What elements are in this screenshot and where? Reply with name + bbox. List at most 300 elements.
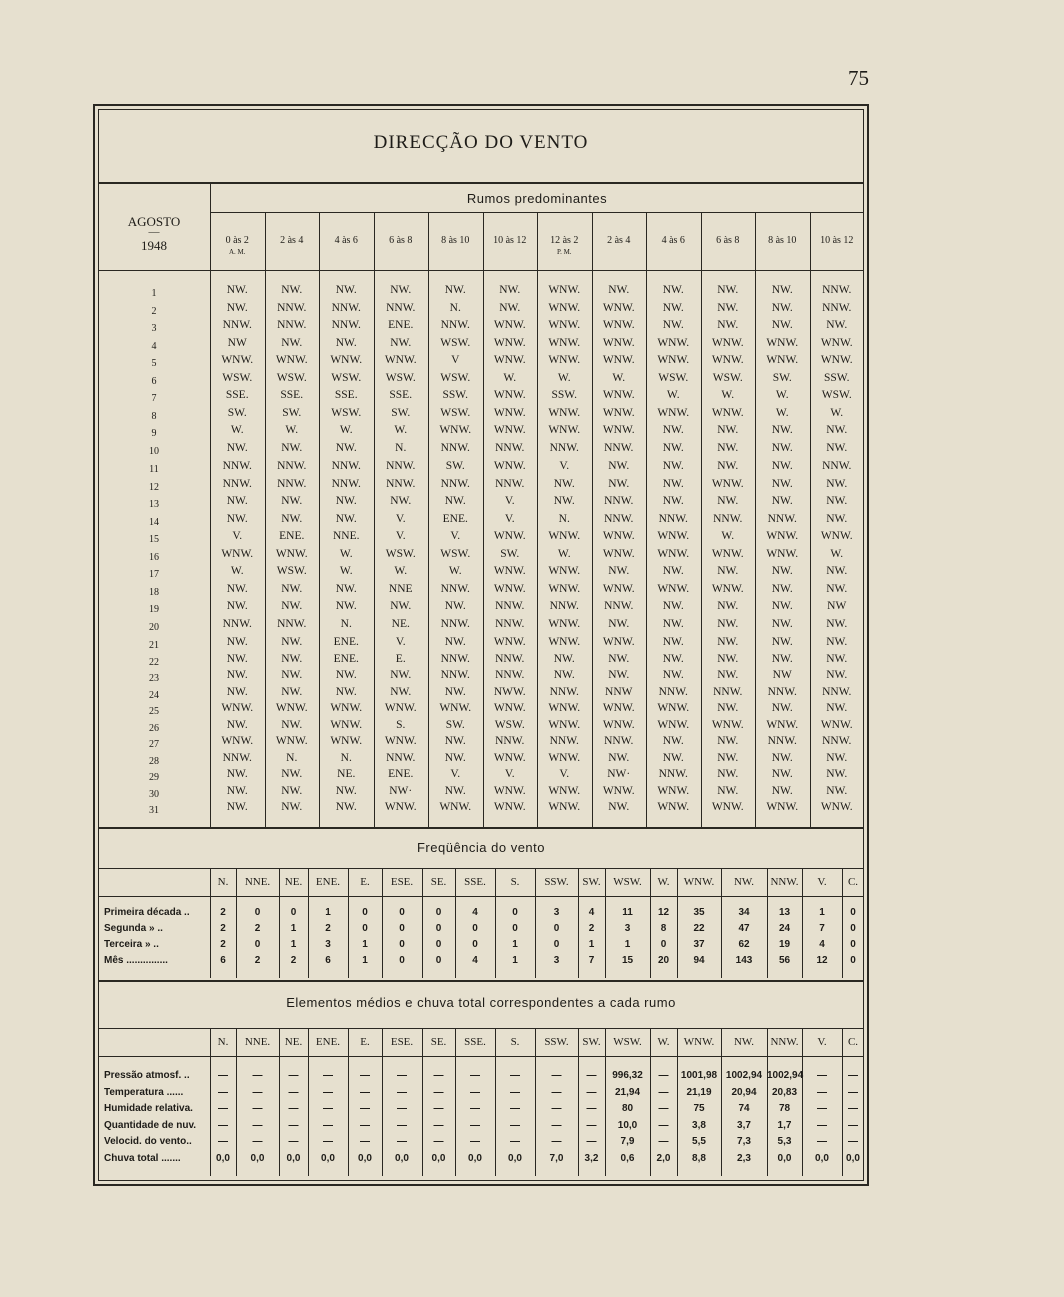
direction-cell: NNW bbox=[605, 685, 633, 698]
value-cell: — bbox=[433, 1119, 444, 1131]
value-cell: 3 bbox=[553, 907, 560, 918]
value-cell: — bbox=[323, 1070, 333, 1081]
direction-cell: NW. bbox=[771, 495, 793, 507]
direction-cell: NW. bbox=[826, 565, 848, 577]
day-number: 4 bbox=[151, 340, 157, 352]
value-cell: — bbox=[218, 1086, 228, 1098]
value-cell: 2 bbox=[290, 955, 297, 966]
direction-cell: NW. bbox=[335, 669, 357, 681]
direction-cell: NW. bbox=[662, 617, 684, 630]
direction-cell: NW. bbox=[281, 636, 303, 648]
direction-cell: NNW. bbox=[222, 319, 252, 331]
value-cell: 0 bbox=[254, 939, 261, 950]
value-cell: — bbox=[658, 1086, 669, 1098]
value-cell: — bbox=[510, 1119, 520, 1131]
value-cell: — bbox=[510, 1070, 520, 1081]
direction-cell: WNW. bbox=[493, 424, 526, 436]
direction-cell: WNW. bbox=[493, 565, 526, 577]
direction-cell: NW. bbox=[771, 284, 793, 296]
period-label: 2 às 4 bbox=[607, 235, 631, 246]
direction-cell: WNW. bbox=[766, 718, 799, 731]
direction-cell: WNW. bbox=[657, 702, 690, 714]
direction-cell: NNW. bbox=[440, 441, 470, 454]
direction-cell: NW. bbox=[390, 685, 412, 698]
direction-cell: N. bbox=[340, 617, 352, 630]
direction-cell: WNW. bbox=[820, 336, 853, 349]
direction-cell: NW. bbox=[717, 301, 739, 314]
value-cell: 0,6 bbox=[620, 1152, 635, 1164]
value-cell: — bbox=[470, 1103, 480, 1114]
direction-cell: WNW. bbox=[275, 735, 308, 747]
value-cell: 0,0 bbox=[250, 1152, 265, 1164]
direction-cell: NW. bbox=[717, 319, 739, 331]
direction-cell: V. bbox=[504, 512, 515, 525]
value-cell: 20 bbox=[657, 955, 670, 966]
value-cell: — bbox=[470, 1136, 480, 1147]
value-cell: — bbox=[218, 1103, 228, 1114]
direction-cell: NW. bbox=[608, 652, 630, 665]
row-label: Humidade relativa. bbox=[104, 1103, 193, 1114]
direction-cell: NW. bbox=[226, 784, 248, 797]
direction-cell: NW. bbox=[553, 652, 575, 665]
direction-cell: W. bbox=[557, 371, 571, 384]
direction-cell: WSW. bbox=[712, 371, 743, 384]
day-number: 7 bbox=[151, 393, 157, 404]
direction-cell: W. bbox=[612, 371, 626, 384]
direction-cell: NW. bbox=[662, 284, 684, 296]
direction-cell: NW. bbox=[390, 284, 412, 296]
value-cell: — bbox=[586, 1119, 597, 1131]
column-header: NNW. bbox=[770, 1036, 799, 1048]
direction-cell: WNW. bbox=[820, 530, 853, 542]
direction-cell: NW. bbox=[662, 495, 684, 507]
direction-cell: WNW. bbox=[221, 702, 254, 714]
direction-cell: NW. bbox=[826, 495, 848, 507]
column-header: SSE. bbox=[464, 876, 486, 888]
direction-cell: WNW. bbox=[711, 406, 744, 419]
direction-cell: NW. bbox=[662, 477, 684, 490]
value-cell: — bbox=[360, 1103, 370, 1114]
value-cell: 37 bbox=[693, 939, 705, 950]
direction-cell: NNW. bbox=[713, 512, 743, 525]
direction-cell: NNW. bbox=[440, 617, 470, 630]
value-cell: 0,0 bbox=[286, 1152, 301, 1164]
value-cell: — bbox=[586, 1070, 597, 1081]
day-number: 20 bbox=[149, 621, 159, 633]
day-number: 26 bbox=[149, 722, 159, 734]
value-cell: 2 bbox=[220, 907, 226, 918]
direction-cell: W. bbox=[339, 547, 353, 560]
day-number: 10 bbox=[149, 445, 159, 457]
period-sublabel: P. M. bbox=[556, 248, 572, 256]
direction-cell: NW. bbox=[226, 495, 248, 507]
day-number: 2 bbox=[151, 305, 157, 317]
column-header: NW. bbox=[733, 1036, 755, 1048]
value-cell: 7,0 bbox=[549, 1152, 564, 1164]
value-cell: 75 bbox=[693, 1103, 705, 1114]
direction-cell: NW. bbox=[771, 565, 793, 577]
value-cell: 13 bbox=[778, 907, 791, 918]
direction-cell: WNW. bbox=[711, 336, 744, 349]
column-header: C. bbox=[847, 1036, 859, 1048]
direction-cell: W. bbox=[339, 565, 353, 577]
direction-cell: NW. bbox=[608, 565, 630, 577]
value-cell: 0 bbox=[399, 955, 405, 966]
direction-cell: NW. bbox=[662, 600, 684, 612]
direction-cell: WNW. bbox=[384, 735, 417, 747]
direction-cell: WNW. bbox=[548, 784, 581, 797]
value-cell: — bbox=[360, 1086, 370, 1098]
direction-cell: N. bbox=[395, 441, 407, 454]
value-cell: — bbox=[551, 1119, 562, 1131]
day-number: 17 bbox=[149, 569, 159, 580]
value-cell: — bbox=[360, 1119, 370, 1131]
period-label: 10 às 12 bbox=[493, 235, 527, 246]
direction-cell: NW. bbox=[717, 768, 739, 780]
value-cell: — bbox=[817, 1086, 827, 1098]
direction-cell: WNW. bbox=[330, 354, 363, 366]
table-rule bbox=[98, 868, 864, 869]
direction-cell: WNW. bbox=[602, 319, 635, 331]
value-cell: — bbox=[586, 1136, 597, 1147]
direction-cell: NW. bbox=[390, 495, 412, 507]
direction-cell: WSW. bbox=[276, 565, 307, 577]
value-cell: 80 bbox=[621, 1103, 634, 1114]
value-cell: — bbox=[586, 1086, 597, 1098]
value-cell: 11 bbox=[622, 907, 633, 918]
day-number: 6 bbox=[151, 375, 157, 387]
direction-cell: NW. bbox=[608, 669, 630, 681]
direction-cell: NW. bbox=[662, 441, 684, 454]
value-cell: 5,3 bbox=[777, 1136, 792, 1147]
direction-cell: WNW. bbox=[548, 617, 581, 630]
value-cell: 3 bbox=[553, 955, 560, 966]
row-label: Pressão atmosf. .. bbox=[104, 1070, 190, 1081]
value-cell: 0 bbox=[472, 923, 478, 934]
direction-cell: NW. bbox=[281, 512, 303, 525]
value-cell: 20,83 bbox=[771, 1086, 798, 1098]
direction-cell: NW. bbox=[226, 301, 248, 314]
value-cell: — bbox=[288, 1103, 299, 1114]
column-header: NNE. bbox=[244, 876, 271, 888]
direction-cell: SW. bbox=[391, 406, 411, 419]
direction-cell: NW. bbox=[335, 600, 357, 612]
direction-cell: NW. bbox=[662, 460, 684, 472]
direction-cell: NW. bbox=[662, 565, 684, 577]
direction-cell: NW. bbox=[444, 284, 466, 296]
direction-cell: NW. bbox=[717, 751, 739, 764]
value-cell: 1 bbox=[624, 939, 631, 950]
value-cell: 0 bbox=[553, 923, 560, 934]
column-header: NNE. bbox=[244, 1036, 271, 1048]
direction-cell: NW. bbox=[662, 301, 684, 314]
direction-cell: NW. bbox=[335, 495, 357, 507]
value-cell: — bbox=[288, 1070, 299, 1081]
direction-cell: WNW. bbox=[493, 751, 526, 764]
value-cell: — bbox=[658, 1070, 669, 1081]
direction-cell: WNW. bbox=[493, 336, 526, 349]
direction-cell: S. bbox=[396, 718, 406, 731]
value-cell: 34 bbox=[738, 907, 750, 918]
direction-cell: NW. bbox=[335, 685, 357, 698]
value-cell: — bbox=[397, 1136, 407, 1147]
direction-cell: W. bbox=[775, 406, 789, 419]
value-cell: 1002,94 bbox=[767, 1070, 804, 1081]
direction-cell: WNW. bbox=[602, 530, 635, 542]
value-cell: 1 bbox=[819, 907, 825, 918]
direction-cell: WNW. bbox=[711, 477, 744, 490]
direction-cell: W. bbox=[394, 424, 408, 436]
value-cell: 0,0 bbox=[321, 1152, 335, 1164]
column-header: E. bbox=[360, 876, 370, 888]
direction-cell: SW. bbox=[445, 718, 465, 731]
direction-cell: WNW. bbox=[602, 389, 635, 401]
value-cell: 1 bbox=[512, 939, 518, 950]
direction-cell: NW. bbox=[499, 301, 521, 314]
direction-cell: NW. bbox=[771, 301, 793, 314]
value-cell: — bbox=[397, 1119, 407, 1131]
direction-cell: NW. bbox=[390, 669, 412, 681]
rule-period-header bbox=[98, 270, 864, 271]
direction-cell: NW. bbox=[771, 636, 793, 648]
value-cell: 74 bbox=[738, 1103, 750, 1114]
direction-cell: WNW. bbox=[711, 354, 744, 366]
direction-cell: W. bbox=[830, 547, 844, 560]
day-number: 5 bbox=[151, 358, 157, 369]
direction-cell: NNW. bbox=[549, 441, 579, 454]
direction-cell: WNW. bbox=[657, 784, 690, 797]
value-cell: — bbox=[433, 1103, 444, 1114]
direction-cell: NW. bbox=[826, 424, 848, 436]
direction-cell: WNW. bbox=[602, 702, 635, 714]
value-cell: — bbox=[288, 1086, 299, 1098]
value-cell: — bbox=[252, 1119, 263, 1131]
direction-cell: SW. bbox=[445, 460, 465, 472]
direction-cell: WNW. bbox=[548, 301, 581, 314]
day-number: 11 bbox=[149, 464, 159, 475]
period-label: 12 às 2 bbox=[550, 235, 579, 246]
direction-cell: NNW. bbox=[386, 460, 416, 472]
value-cell: 4 bbox=[588, 907, 595, 918]
value-cell: 1 bbox=[362, 939, 368, 950]
direction-cell: NW. bbox=[226, 685, 248, 698]
direction-cell: NW. bbox=[717, 284, 739, 296]
direction-cell: NW. bbox=[771, 652, 793, 665]
direction-cell: N. bbox=[286, 751, 298, 764]
direction-cell: NW. bbox=[444, 685, 466, 698]
direction-cell: NW bbox=[772, 669, 792, 681]
direction-cell: NNW. bbox=[222, 751, 252, 764]
direction-cell: WNW. bbox=[602, 406, 635, 419]
value-cell: 0 bbox=[435, 939, 442, 950]
value-cell: 7 bbox=[588, 955, 595, 966]
direction-cell: WNW. bbox=[221, 735, 254, 747]
value-cell: 6 bbox=[325, 955, 331, 966]
value-cell: 24 bbox=[778, 923, 791, 934]
value-cell: — bbox=[218, 1070, 228, 1081]
value-cell: 0,0 bbox=[777, 1152, 792, 1164]
value-cell: 7 bbox=[819, 923, 825, 934]
period-label: 10 às 12 bbox=[820, 235, 854, 246]
direction-cell: NNW. bbox=[495, 652, 525, 665]
value-cell: 35 bbox=[693, 907, 705, 918]
value-cell: 0,0 bbox=[395, 1152, 409, 1164]
direction-cell: E. bbox=[395, 652, 406, 665]
direction-cell: NW. bbox=[826, 636, 848, 648]
day-number: 29 bbox=[149, 772, 159, 783]
column-header: C. bbox=[847, 876, 859, 888]
column-header: ENE. bbox=[315, 876, 341, 888]
direction-cell: NNW. bbox=[822, 301, 852, 314]
direction-cell: WSW. bbox=[440, 336, 471, 349]
direction-cell: SW. bbox=[500, 547, 520, 560]
direction-cell: WNW. bbox=[493, 406, 526, 419]
direction-cell: WNW. bbox=[657, 582, 690, 595]
day-number: 16 bbox=[149, 551, 159, 563]
direction-cell: NNW. bbox=[495, 477, 525, 490]
direction-cell: V. bbox=[232, 530, 243, 542]
day-number: 25 bbox=[149, 706, 159, 717]
direction-cell: NW. bbox=[226, 441, 248, 454]
direction-cell: WSW. bbox=[385, 547, 416, 560]
direction-cell: NW. bbox=[226, 636, 248, 648]
value-cell: 0 bbox=[850, 939, 856, 950]
value-cell: 0,0 bbox=[508, 1152, 522, 1164]
direction-cell: NNW. bbox=[386, 477, 416, 490]
direction-cell: NW. bbox=[771, 319, 793, 331]
value-cell: 0 bbox=[553, 939, 560, 950]
direction-cell: NW bbox=[227, 336, 247, 349]
value-cell: 2,0 bbox=[656, 1152, 671, 1164]
day-number: 12 bbox=[149, 481, 159, 493]
direction-cell: WNW. bbox=[275, 702, 308, 714]
direction-cell: W. bbox=[230, 424, 244, 436]
direction-cell: NW. bbox=[226, 652, 248, 665]
column-header: NNW. bbox=[770, 876, 799, 888]
value-cell: — bbox=[360, 1136, 370, 1147]
direction-cell: W. bbox=[448, 565, 462, 577]
row-label: Velocid. do vento.. bbox=[104, 1136, 192, 1147]
value-cell: — bbox=[252, 1136, 263, 1147]
day-number: 24 bbox=[149, 689, 159, 701]
value-cell: 0 bbox=[850, 923, 856, 934]
direction-cell: NW. bbox=[717, 424, 739, 436]
value-cell: — bbox=[218, 1119, 228, 1131]
column-header: NW. bbox=[733, 876, 755, 888]
direction-cell: NW. bbox=[608, 617, 630, 630]
direction-cell: NW. bbox=[553, 669, 575, 681]
direction-cell: WNW. bbox=[493, 354, 526, 366]
direction-cell: WNW. bbox=[602, 424, 635, 436]
direction-cell: NNW. bbox=[604, 735, 634, 747]
direction-cell: SW. bbox=[772, 371, 792, 384]
direction-cell: NW. bbox=[281, 495, 303, 507]
direction-cell: NW. bbox=[281, 718, 303, 731]
direction-cell: WSW. bbox=[440, 371, 471, 384]
direction-cell: V. bbox=[504, 768, 515, 780]
direction-cell: NNW. bbox=[222, 477, 252, 490]
direction-cell: NNE bbox=[388, 582, 413, 595]
section-heading-rumos: Rumos predominantes bbox=[466, 191, 608, 206]
direction-cell: NNW. bbox=[277, 319, 307, 331]
column-header: V. bbox=[817, 876, 827, 888]
direction-cell: SW. bbox=[282, 406, 302, 419]
direction-cell: WNW. bbox=[766, 547, 799, 560]
direction-cell: WNW. bbox=[221, 354, 254, 366]
value-cell: — bbox=[470, 1070, 480, 1081]
direction-cell: NW. bbox=[771, 784, 793, 797]
value-cell: — bbox=[323, 1086, 333, 1098]
column-header: WNW. bbox=[683, 1036, 715, 1048]
direction-cell: SSW. bbox=[442, 389, 468, 401]
value-cell: 3,7 bbox=[737, 1119, 751, 1131]
column-header: E. bbox=[360, 1036, 370, 1048]
direction-cell: NW. bbox=[771, 441, 793, 454]
direction-cell: NW. bbox=[444, 495, 466, 507]
direction-cell: WNW. bbox=[602, 582, 635, 595]
column-header: V. bbox=[817, 1036, 827, 1048]
value-cell: 1 bbox=[325, 907, 331, 918]
direction-cell: NW. bbox=[226, 768, 248, 780]
direction-cell: WNW. bbox=[766, 354, 799, 366]
direction-cell: NNW. bbox=[277, 617, 307, 630]
direction-cell: WNW. bbox=[330, 718, 363, 731]
direction-cell: WNW. bbox=[221, 547, 254, 560]
page-number: 75 bbox=[848, 66, 869, 90]
direction-cell: WNW. bbox=[711, 718, 744, 731]
value-cell: 0 bbox=[850, 955, 856, 966]
direction-cell: WNW. bbox=[493, 460, 526, 472]
direction-cell: NW. bbox=[281, 768, 303, 780]
day-number: 21 bbox=[149, 640, 159, 651]
direction-cell: W. bbox=[830, 406, 844, 419]
direction-cell: NW. bbox=[608, 801, 630, 813]
value-cell: 0 bbox=[512, 923, 518, 934]
direction-cell: ENE. bbox=[333, 636, 359, 648]
direction-cell: NW. bbox=[226, 600, 248, 612]
value-cell: 1 bbox=[512, 955, 518, 966]
direction-cell: NW. bbox=[771, 600, 793, 612]
day-number: 30 bbox=[149, 788, 159, 800]
value-cell: — bbox=[551, 1103, 562, 1114]
page-title: DIRECÇÃO DO VENTO bbox=[373, 132, 589, 153]
column-header: SSE. bbox=[464, 1036, 486, 1048]
direction-cell: WNW. bbox=[548, 284, 581, 296]
direction-cell: NW. bbox=[826, 582, 848, 595]
direction-cell: V. bbox=[395, 512, 406, 525]
direction-cell: NW. bbox=[226, 669, 248, 681]
direction-cell: NW. bbox=[717, 652, 739, 665]
direction-cell: NW. bbox=[771, 751, 793, 764]
direction-cell: WSW. bbox=[494, 718, 525, 731]
direction-cell: NW· bbox=[389, 784, 413, 797]
direction-cell: NW. bbox=[553, 477, 575, 490]
period-label: 4 às 6 bbox=[334, 235, 358, 246]
value-cell: — bbox=[586, 1103, 597, 1114]
direction-cell: NNW. bbox=[658, 768, 688, 780]
direction-cell: NW. bbox=[335, 801, 357, 813]
direction-cell: NW. bbox=[390, 336, 412, 349]
value-cell: — bbox=[817, 1070, 827, 1081]
direction-cell: W. bbox=[666, 389, 680, 401]
day-number: 9 bbox=[151, 428, 157, 439]
column-header: NE. bbox=[284, 876, 303, 888]
direction-cell: NW. bbox=[662, 636, 684, 648]
direction-cell: WNW. bbox=[820, 718, 853, 731]
direction-cell: NWW. bbox=[493, 685, 526, 698]
direction-cell: N. bbox=[340, 751, 352, 764]
direction-cell: V. bbox=[559, 768, 570, 780]
